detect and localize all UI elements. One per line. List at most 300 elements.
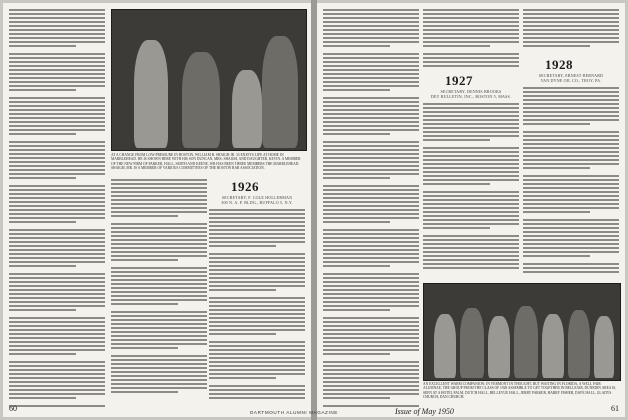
text-line xyxy=(9,261,105,263)
text-line xyxy=(523,231,619,233)
text-line xyxy=(323,369,419,371)
text-line xyxy=(9,117,105,119)
class-heading-1927: 1927 xyxy=(445,73,473,88)
text-line xyxy=(323,97,419,99)
text-line xyxy=(9,45,76,47)
text-line xyxy=(9,37,105,39)
text-line xyxy=(523,167,590,169)
text-line xyxy=(523,219,619,221)
text-line xyxy=(9,133,76,135)
text-line xyxy=(209,269,305,271)
text-line xyxy=(323,197,419,199)
text-line xyxy=(9,61,105,63)
text-line xyxy=(9,217,105,219)
class-secretary-1928: SECRETARY, ERNEST BERNARD xyxy=(538,73,604,78)
text-line xyxy=(323,377,419,379)
class-secretary-1926: SECRETARY, F. COLE HOLLERMAN xyxy=(221,195,293,200)
text-line xyxy=(423,155,519,157)
text-line xyxy=(9,197,105,199)
text-line xyxy=(111,287,207,289)
text-line xyxy=(523,41,619,43)
text-line xyxy=(9,141,105,143)
text-line xyxy=(9,41,105,43)
text-line xyxy=(523,139,619,141)
text-line xyxy=(9,381,105,383)
left-column-2-text xyxy=(111,179,207,399)
text-line xyxy=(9,105,105,107)
text-line xyxy=(9,273,105,275)
text-line xyxy=(523,159,619,161)
text-line xyxy=(523,223,619,225)
text-line xyxy=(523,183,619,185)
text-line xyxy=(111,383,207,385)
text-line xyxy=(111,367,207,369)
text-line xyxy=(523,271,619,273)
figure-right xyxy=(262,36,298,148)
figure-center xyxy=(182,52,220,148)
text-line xyxy=(209,397,305,399)
text-line xyxy=(423,9,519,11)
text-line xyxy=(323,165,419,167)
group-figure-3 xyxy=(488,316,510,378)
text-line xyxy=(209,393,305,395)
text-line xyxy=(209,361,305,363)
text-line xyxy=(111,195,207,197)
text-line xyxy=(9,81,105,83)
text-line xyxy=(9,17,105,19)
text-line xyxy=(111,323,207,325)
text-line xyxy=(323,9,419,11)
text-line xyxy=(323,265,390,267)
text-line xyxy=(9,125,105,127)
text-line xyxy=(209,353,305,355)
left-photo xyxy=(111,9,307,151)
group-figure-5 xyxy=(542,314,564,378)
text-line xyxy=(523,29,619,31)
text-line xyxy=(523,87,619,89)
text-line xyxy=(423,57,519,59)
text-line xyxy=(111,291,207,293)
text-line xyxy=(209,281,305,283)
text-line xyxy=(323,321,419,323)
text-line xyxy=(323,13,419,15)
text-line xyxy=(9,229,105,231)
text-line xyxy=(9,13,105,15)
text-line xyxy=(111,335,207,337)
text-line xyxy=(111,303,178,305)
text-line xyxy=(209,245,276,247)
text-line xyxy=(423,41,519,43)
text-line xyxy=(523,251,619,253)
text-line xyxy=(209,261,305,263)
text-line xyxy=(323,41,419,43)
text-line xyxy=(9,285,105,287)
text-line xyxy=(111,251,207,253)
text-line xyxy=(9,321,105,323)
text-line xyxy=(9,173,105,175)
text-line xyxy=(523,45,590,47)
text-line xyxy=(209,221,305,223)
text-line xyxy=(209,273,305,275)
text-line xyxy=(9,329,105,331)
text-line xyxy=(523,119,619,121)
text-line xyxy=(209,265,305,267)
text-line xyxy=(9,237,105,239)
text-line xyxy=(523,147,619,149)
text-line xyxy=(423,171,519,173)
text-line xyxy=(423,211,519,213)
text-line xyxy=(423,195,519,197)
text-line xyxy=(9,397,76,399)
text-line xyxy=(323,53,419,55)
text-line xyxy=(209,385,305,387)
issue-date: Issue of May 1950 xyxy=(395,407,454,416)
text-line xyxy=(9,189,105,191)
text-line xyxy=(111,243,207,245)
text-line xyxy=(523,143,619,145)
text-line xyxy=(423,29,519,31)
text-line xyxy=(209,317,305,319)
text-line xyxy=(323,317,419,319)
class-heading-1928: 1928 xyxy=(545,57,573,72)
text-line xyxy=(9,301,105,303)
text-line xyxy=(9,369,105,371)
text-line xyxy=(9,145,105,147)
text-line xyxy=(323,205,419,207)
left-page xyxy=(3,3,311,417)
text-line xyxy=(423,259,519,261)
right-folio: 61 xyxy=(611,404,619,413)
text-line xyxy=(523,175,619,177)
text-line xyxy=(323,129,419,131)
text-line xyxy=(323,193,419,195)
group-figure-2 xyxy=(460,308,484,378)
text-line xyxy=(9,121,105,123)
text-line xyxy=(423,263,519,265)
text-line xyxy=(523,91,619,93)
class-address-1927: DEY BULLETIN, INC., BOSTON 5, MASS. xyxy=(430,94,512,99)
text-line xyxy=(9,265,76,267)
text-line xyxy=(423,151,519,153)
text-line xyxy=(9,193,105,195)
text-line xyxy=(523,255,590,257)
text-line xyxy=(323,249,419,251)
left-column-1-text xyxy=(9,9,105,409)
text-line xyxy=(9,349,105,351)
text-line xyxy=(111,179,207,181)
text-line xyxy=(9,361,105,363)
text-line xyxy=(9,365,105,367)
text-line xyxy=(9,69,105,71)
group-figure-4 xyxy=(514,306,538,378)
text-line xyxy=(9,373,105,375)
text-line xyxy=(9,149,105,151)
text-line xyxy=(323,141,419,143)
text-line xyxy=(111,275,207,277)
text-line xyxy=(423,247,519,249)
text-line xyxy=(9,277,105,279)
class-address-1926: 300 N. A. P. BLDG., BUFFALO 5, N.Y. xyxy=(221,200,293,205)
text-line xyxy=(323,237,419,239)
text-line xyxy=(111,267,207,269)
text-line xyxy=(423,227,490,229)
text-line xyxy=(323,45,390,47)
text-line xyxy=(323,293,419,295)
text-line xyxy=(9,89,76,91)
text-line xyxy=(423,159,519,161)
text-line xyxy=(323,213,419,215)
text-line xyxy=(111,295,207,297)
left-photo-caption: AT A CHANGE FROM LOW-PRESSURE IN BOSTON, WILLIAM B. SHAIGH JR. 33 ENJOYS LIFE AT HOME IN MARBLEHEAD. HE IS SHOWN HERE WITH HIS SON DUNCAN, MRS. SHAIGH, AND DAUGHTER, KEVIN. A MEMBER OF THE NEW FIRM OF PARKER, HALL, SMITH AND KEENE, WB HAS BEEN THREE MEMBERS THE MARBLEHEAD. SHAIGH, MR. IS A MEMBER OF VARIOUS COMMITTEES OF THE BOSTON BAR ASSOCIATION. xyxy=(111,153,301,171)
text-line xyxy=(323,345,419,347)
text-line xyxy=(209,325,305,327)
text-line xyxy=(9,73,105,75)
right-column-3-text xyxy=(523,87,619,275)
text-line xyxy=(323,305,419,307)
text-line xyxy=(209,209,305,211)
text-line xyxy=(323,157,419,159)
text-line xyxy=(323,185,419,187)
text-line xyxy=(9,101,105,103)
text-line xyxy=(523,21,619,23)
text-line xyxy=(323,349,419,351)
text-line xyxy=(209,345,305,347)
text-line xyxy=(9,165,105,167)
left-column-3-text xyxy=(209,209,305,401)
text-line xyxy=(423,131,519,133)
right-column-2-top-text xyxy=(423,9,519,69)
text-line xyxy=(111,311,207,313)
text-line xyxy=(323,161,419,163)
text-line xyxy=(323,277,419,279)
text-line xyxy=(209,369,305,371)
text-line xyxy=(9,233,105,235)
text-line xyxy=(111,203,207,205)
text-line xyxy=(209,225,305,227)
text-line xyxy=(209,277,305,279)
text-line xyxy=(423,179,519,181)
text-line xyxy=(423,251,519,253)
text-line xyxy=(9,333,105,335)
text-line xyxy=(423,223,519,225)
text-line xyxy=(9,113,105,115)
text-line xyxy=(209,297,305,299)
text-line xyxy=(323,273,419,275)
text-line xyxy=(523,263,619,265)
text-line xyxy=(209,365,305,367)
text-line xyxy=(323,121,419,123)
text-line xyxy=(423,199,519,201)
text-line xyxy=(323,17,419,19)
text-line xyxy=(323,69,419,71)
text-line xyxy=(209,253,305,255)
text-line xyxy=(209,285,305,287)
left-folio: 60 xyxy=(9,404,17,413)
group-figure-6 xyxy=(568,310,590,378)
text-line xyxy=(9,289,105,291)
text-line xyxy=(323,209,419,211)
text-line xyxy=(9,337,105,339)
text-line xyxy=(323,389,419,391)
text-line xyxy=(523,187,619,189)
text-line xyxy=(209,373,305,375)
text-line xyxy=(523,163,619,165)
text-line xyxy=(323,333,419,335)
text-line xyxy=(111,371,207,373)
text-line xyxy=(209,233,305,235)
text-line xyxy=(111,207,207,209)
text-line xyxy=(209,333,276,335)
text-line xyxy=(523,191,619,193)
text-line xyxy=(9,257,105,259)
text-line xyxy=(423,135,519,137)
text-line xyxy=(323,117,419,119)
text-line xyxy=(9,185,105,187)
text-line xyxy=(323,217,419,219)
text-line xyxy=(9,345,105,347)
text-line xyxy=(423,107,519,109)
text-line xyxy=(111,231,207,233)
text-line xyxy=(111,315,207,317)
text-line xyxy=(423,21,519,23)
text-line xyxy=(523,123,590,125)
right-column-1-text xyxy=(323,9,419,409)
text-line xyxy=(323,81,419,83)
text-line xyxy=(9,305,105,307)
text-line xyxy=(423,147,519,149)
group-figure-1 xyxy=(434,314,456,378)
text-line xyxy=(523,25,619,27)
text-line xyxy=(209,341,305,343)
text-line xyxy=(111,199,207,201)
text-line xyxy=(9,169,105,171)
text-line xyxy=(323,325,419,327)
text-line xyxy=(323,281,419,283)
text-line xyxy=(209,349,305,351)
text-line xyxy=(523,9,619,11)
text-line xyxy=(423,123,519,125)
text-line xyxy=(523,247,619,249)
text-line xyxy=(9,205,105,207)
text-line xyxy=(523,155,619,157)
text-line xyxy=(111,319,207,321)
text-line xyxy=(323,329,419,331)
text-line xyxy=(209,321,305,323)
text-line xyxy=(523,103,619,105)
text-line xyxy=(9,293,105,295)
text-line xyxy=(111,211,207,213)
text-line xyxy=(9,253,105,255)
text-line xyxy=(523,207,619,209)
text-line xyxy=(9,385,105,387)
text-line xyxy=(209,389,305,391)
text-line xyxy=(323,101,419,103)
text-line xyxy=(9,201,105,203)
text-line xyxy=(523,95,619,97)
text-line xyxy=(423,37,519,39)
text-line xyxy=(323,289,419,291)
text-line xyxy=(423,127,519,129)
text-line xyxy=(323,57,419,59)
text-line xyxy=(111,331,207,333)
text-line xyxy=(9,241,105,243)
text-line xyxy=(209,241,305,243)
text-line xyxy=(9,85,105,87)
text-line xyxy=(9,221,76,223)
class-heading-1926: 1926 xyxy=(231,179,259,194)
text-line xyxy=(9,177,76,179)
text-line xyxy=(9,65,105,67)
text-line xyxy=(323,77,419,79)
text-line xyxy=(209,229,305,231)
text-line xyxy=(111,343,207,345)
text-line xyxy=(423,17,519,19)
text-line xyxy=(9,9,105,11)
text-line xyxy=(323,125,419,127)
text-line xyxy=(111,391,178,393)
text-line xyxy=(323,37,419,39)
text-line xyxy=(523,203,619,205)
text-line xyxy=(323,309,390,311)
right-column-2-text xyxy=(423,103,519,271)
text-line xyxy=(423,163,519,165)
text-line xyxy=(423,219,519,221)
text-line xyxy=(423,13,519,15)
text-line xyxy=(423,139,490,141)
text-line xyxy=(111,259,178,261)
text-line xyxy=(9,281,105,283)
text-line xyxy=(323,149,419,151)
text-line xyxy=(323,201,419,203)
text-line xyxy=(111,223,207,225)
text-line xyxy=(523,151,619,153)
text-line xyxy=(9,129,105,131)
text-line xyxy=(323,365,419,367)
text-line xyxy=(323,393,419,395)
text-line xyxy=(323,381,419,383)
text-line xyxy=(323,257,419,259)
text-line xyxy=(423,183,490,185)
text-line xyxy=(209,357,305,359)
magazine-title: DARTMOUTH ALUMNI MAGAZINE xyxy=(250,410,338,415)
text-line xyxy=(9,405,105,407)
text-line xyxy=(523,37,619,39)
text-line xyxy=(323,337,419,339)
text-line xyxy=(111,283,207,285)
text-line xyxy=(423,235,519,237)
text-line xyxy=(323,229,419,231)
text-line xyxy=(111,387,207,389)
text-line xyxy=(323,173,419,175)
text-line xyxy=(9,57,105,59)
text-line xyxy=(323,221,390,223)
text-line xyxy=(423,203,519,205)
text-line xyxy=(423,255,519,257)
text-line xyxy=(209,237,305,239)
text-line xyxy=(323,285,419,287)
text-line xyxy=(209,313,305,315)
text-line xyxy=(9,153,105,155)
text-line xyxy=(423,239,519,241)
text-line xyxy=(423,103,519,105)
text-line xyxy=(209,305,305,307)
text-line xyxy=(323,105,419,107)
text-line xyxy=(423,65,519,67)
text-line xyxy=(523,111,619,113)
text-line xyxy=(423,191,519,193)
text-line xyxy=(111,227,207,229)
text-line xyxy=(209,257,305,259)
